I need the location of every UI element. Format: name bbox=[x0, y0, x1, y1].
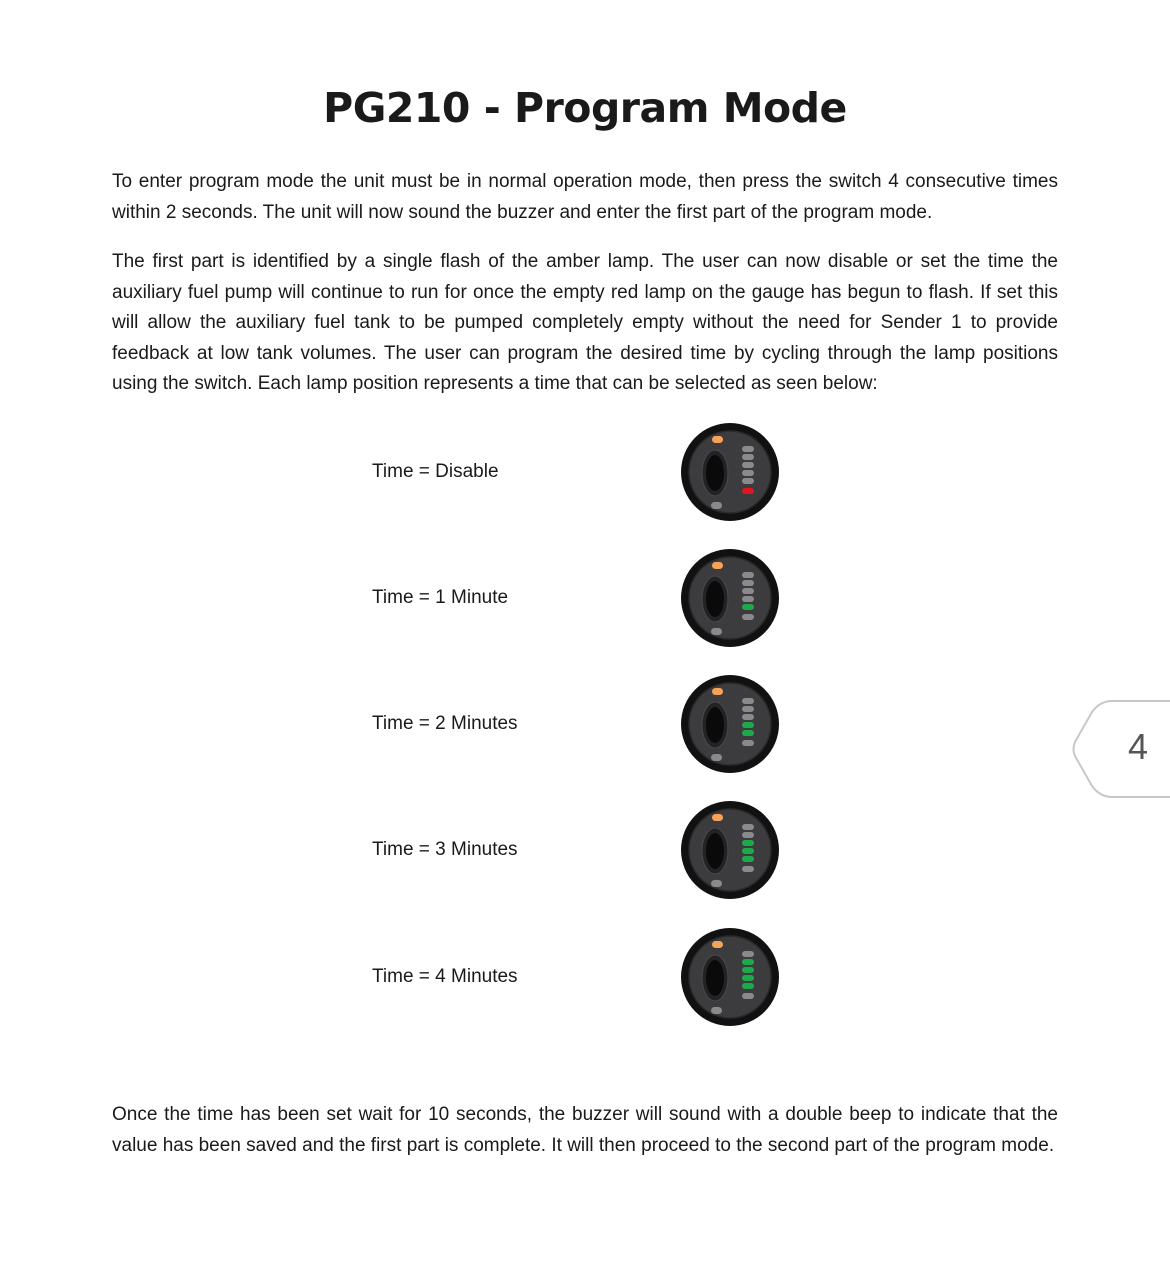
first-part-paragraph: The first part is identified by a single flash of the amber lamp. The user can now disable or set the time the auxiliary fuel pump will continue to run for once the empty red lamp on the gauge has begun to flash. If set this will allow the auxiliary fuel tank to be pumped completely empty without the need for Sender 1 to provide feedback at low tank volumes. The user can program the desired time by cycling through the lamp positions using the switch. Each lamp position represents a time that can be selected as seen below: bbox=[112, 251, 1058, 394]
gauge-segment bbox=[742, 866, 754, 872]
gauge-icon bbox=[680, 800, 780, 900]
gauge-segment bbox=[742, 848, 754, 854]
lower-lamp bbox=[711, 754, 722, 761]
switch-recess bbox=[706, 707, 724, 743]
time-option-label: Time = 1 Minute bbox=[372, 587, 509, 608]
gauge-segment bbox=[742, 706, 754, 712]
gauge-segment bbox=[742, 470, 754, 476]
gauge-segment bbox=[742, 446, 754, 452]
gauge-face bbox=[689, 683, 771, 765]
switch-recess bbox=[706, 455, 724, 491]
gauge-segment bbox=[742, 698, 754, 704]
gauge-segment bbox=[742, 488, 754, 494]
closing-paragraph: Once the time has been set wait for 10 seconds, the buzzer will sound with a double beep to indicate that the value has been saved and the first part is complete. It will then proceed to the second part of the program mode. bbox=[112, 1104, 1058, 1156]
gauge-icon bbox=[680, 422, 780, 522]
gauge-face bbox=[689, 809, 771, 891]
switch-recess bbox=[706, 581, 724, 617]
gauge-segment bbox=[742, 572, 754, 578]
gauge-segment bbox=[742, 951, 754, 957]
gauge-segment bbox=[742, 967, 754, 973]
gauge-segment bbox=[742, 614, 754, 620]
time-option-label: Time = Disable bbox=[372, 461, 499, 482]
amber-lamp bbox=[712, 814, 723, 821]
page-number: 4 bbox=[1127, 726, 1149, 767]
lower-lamp bbox=[711, 502, 722, 509]
gauge-segment bbox=[742, 588, 754, 594]
gauge-segment bbox=[742, 596, 754, 602]
time-option-label: Time = 2 Minutes bbox=[372, 713, 518, 734]
gauge-segment bbox=[742, 975, 754, 981]
gauge-face bbox=[689, 557, 771, 639]
gauge-segment bbox=[742, 832, 754, 838]
amber-lamp bbox=[712, 562, 723, 569]
gauge-icon bbox=[680, 548, 780, 648]
gauge-segment bbox=[742, 840, 754, 846]
gauge-segment bbox=[742, 478, 754, 484]
gauge-segment bbox=[742, 740, 754, 746]
gauge-segment bbox=[742, 959, 754, 965]
gauge-face bbox=[689, 431, 771, 513]
amber-lamp bbox=[712, 436, 723, 443]
intro-paragraph: To enter program mode the unit must be in normal operation mode, then press the switch 4 consecutive times within 2 seconds. The unit will now sound the buzzer and enter the first part of the program mode. bbox=[112, 171, 1058, 223]
gauge-icon bbox=[680, 927, 780, 1027]
lower-lamp bbox=[711, 880, 722, 887]
amber-lamp bbox=[712, 688, 723, 695]
gauge-segment bbox=[742, 824, 754, 830]
gauge-icon bbox=[680, 674, 780, 774]
amber-lamp bbox=[712, 941, 723, 948]
time-option-label: Time = 3 Minutes bbox=[372, 839, 518, 860]
page-title: PG210 - Program Mode bbox=[323, 84, 847, 132]
gauge-segment bbox=[742, 580, 754, 586]
switch-recess bbox=[706, 833, 724, 869]
gauge-segment bbox=[742, 856, 754, 862]
gauge-segment bbox=[742, 983, 754, 989]
gauge-segment bbox=[742, 993, 754, 999]
gauge-segment bbox=[742, 604, 754, 610]
time-option-label: Time = 4 Minutes bbox=[372, 966, 518, 987]
lower-lamp bbox=[711, 628, 722, 635]
lower-lamp bbox=[711, 1007, 722, 1014]
gauge-segment bbox=[742, 722, 754, 728]
gauge-segment bbox=[742, 714, 754, 720]
gauge-face bbox=[689, 936, 771, 1018]
switch-recess bbox=[706, 960, 724, 996]
gauge-segment bbox=[742, 454, 754, 460]
gauge-segment bbox=[742, 462, 754, 468]
gauge-segment bbox=[742, 730, 754, 736]
